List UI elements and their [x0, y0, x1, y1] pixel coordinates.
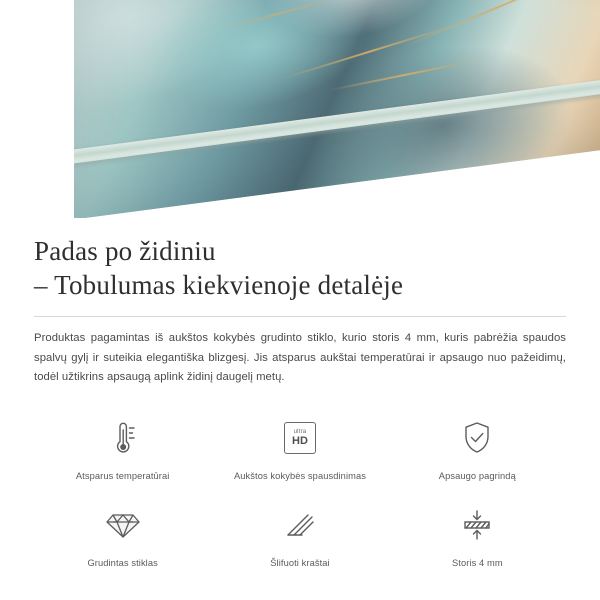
feature-item-temperature: [34, 414, 211, 481]
divider: [34, 316, 566, 317]
hero-left-mask: [0, 0, 74, 218]
feature-label: Apsaugo pagrindą: [438, 470, 516, 481]
feature-item-surface-protection: [389, 414, 566, 481]
gold-vein-decor: [281, 23, 459, 80]
thickness-icon: [451, 501, 503, 549]
product-description: Produktas pagamintas iš aukštos kokybės grudinto stiklo, kurio storis 4 mm, kuris pabrėžia spaudos spalvų gylį ir suteikia elegantiška blizgesį. Jis atsparus aukštai temperatūrai ir apsaugo nuo pažeidimų, todėl užtikrins apsaugą aplink židinį daugelį metų.: [34, 332, 566, 383]
gold-vein-decor: [404, 0, 597, 48]
ultra-hd-badge-bottom: HD: [292, 434, 308, 447]
feature-item-tempered-glass: [34, 501, 211, 568]
feature-label: Grudintas stiklas: [87, 557, 158, 568]
gold-vein-decor: [220, 0, 339, 30]
headline-line-1: Padas po židiniu: [34, 236, 216, 266]
gold-vein-decor: [330, 59, 480, 91]
diamond-icon: [97, 501, 149, 549]
content-area: [0, 234, 600, 568]
feature-label: Šlifuoti kraštai: [270, 557, 330, 568]
feature-label: Aukštos kokybės spausdinimas: [233, 470, 366, 481]
gold-vein-decor: [505, 0, 600, 5]
thermometer-icon: [97, 414, 149, 462]
feature-item-polished-edges: [211, 501, 388, 568]
ultra-hd-badge-top: ultra: [293, 428, 307, 435]
feature-item-print-quality: [211, 414, 388, 481]
feature-label: Storis 4 mm: [451, 557, 503, 568]
shield-check-icon: [451, 414, 503, 462]
page-title: [34, 234, 566, 302]
ultra-hd-icon: [274, 414, 326, 462]
sparkle-icon: [529, 183, 555, 209]
feature-item-thickness: [389, 501, 566, 568]
feature-label: Atsparus temperatūrai: [75, 470, 170, 481]
hero-image: [0, 0, 600, 218]
sparkle-icon: [486, 160, 530, 204]
feature-grid: [34, 414, 566, 568]
headline-line-2: – Tobulumas kiekvienoje detalėje: [34, 270, 404, 300]
polished-edges-icon: [274, 501, 326, 549]
